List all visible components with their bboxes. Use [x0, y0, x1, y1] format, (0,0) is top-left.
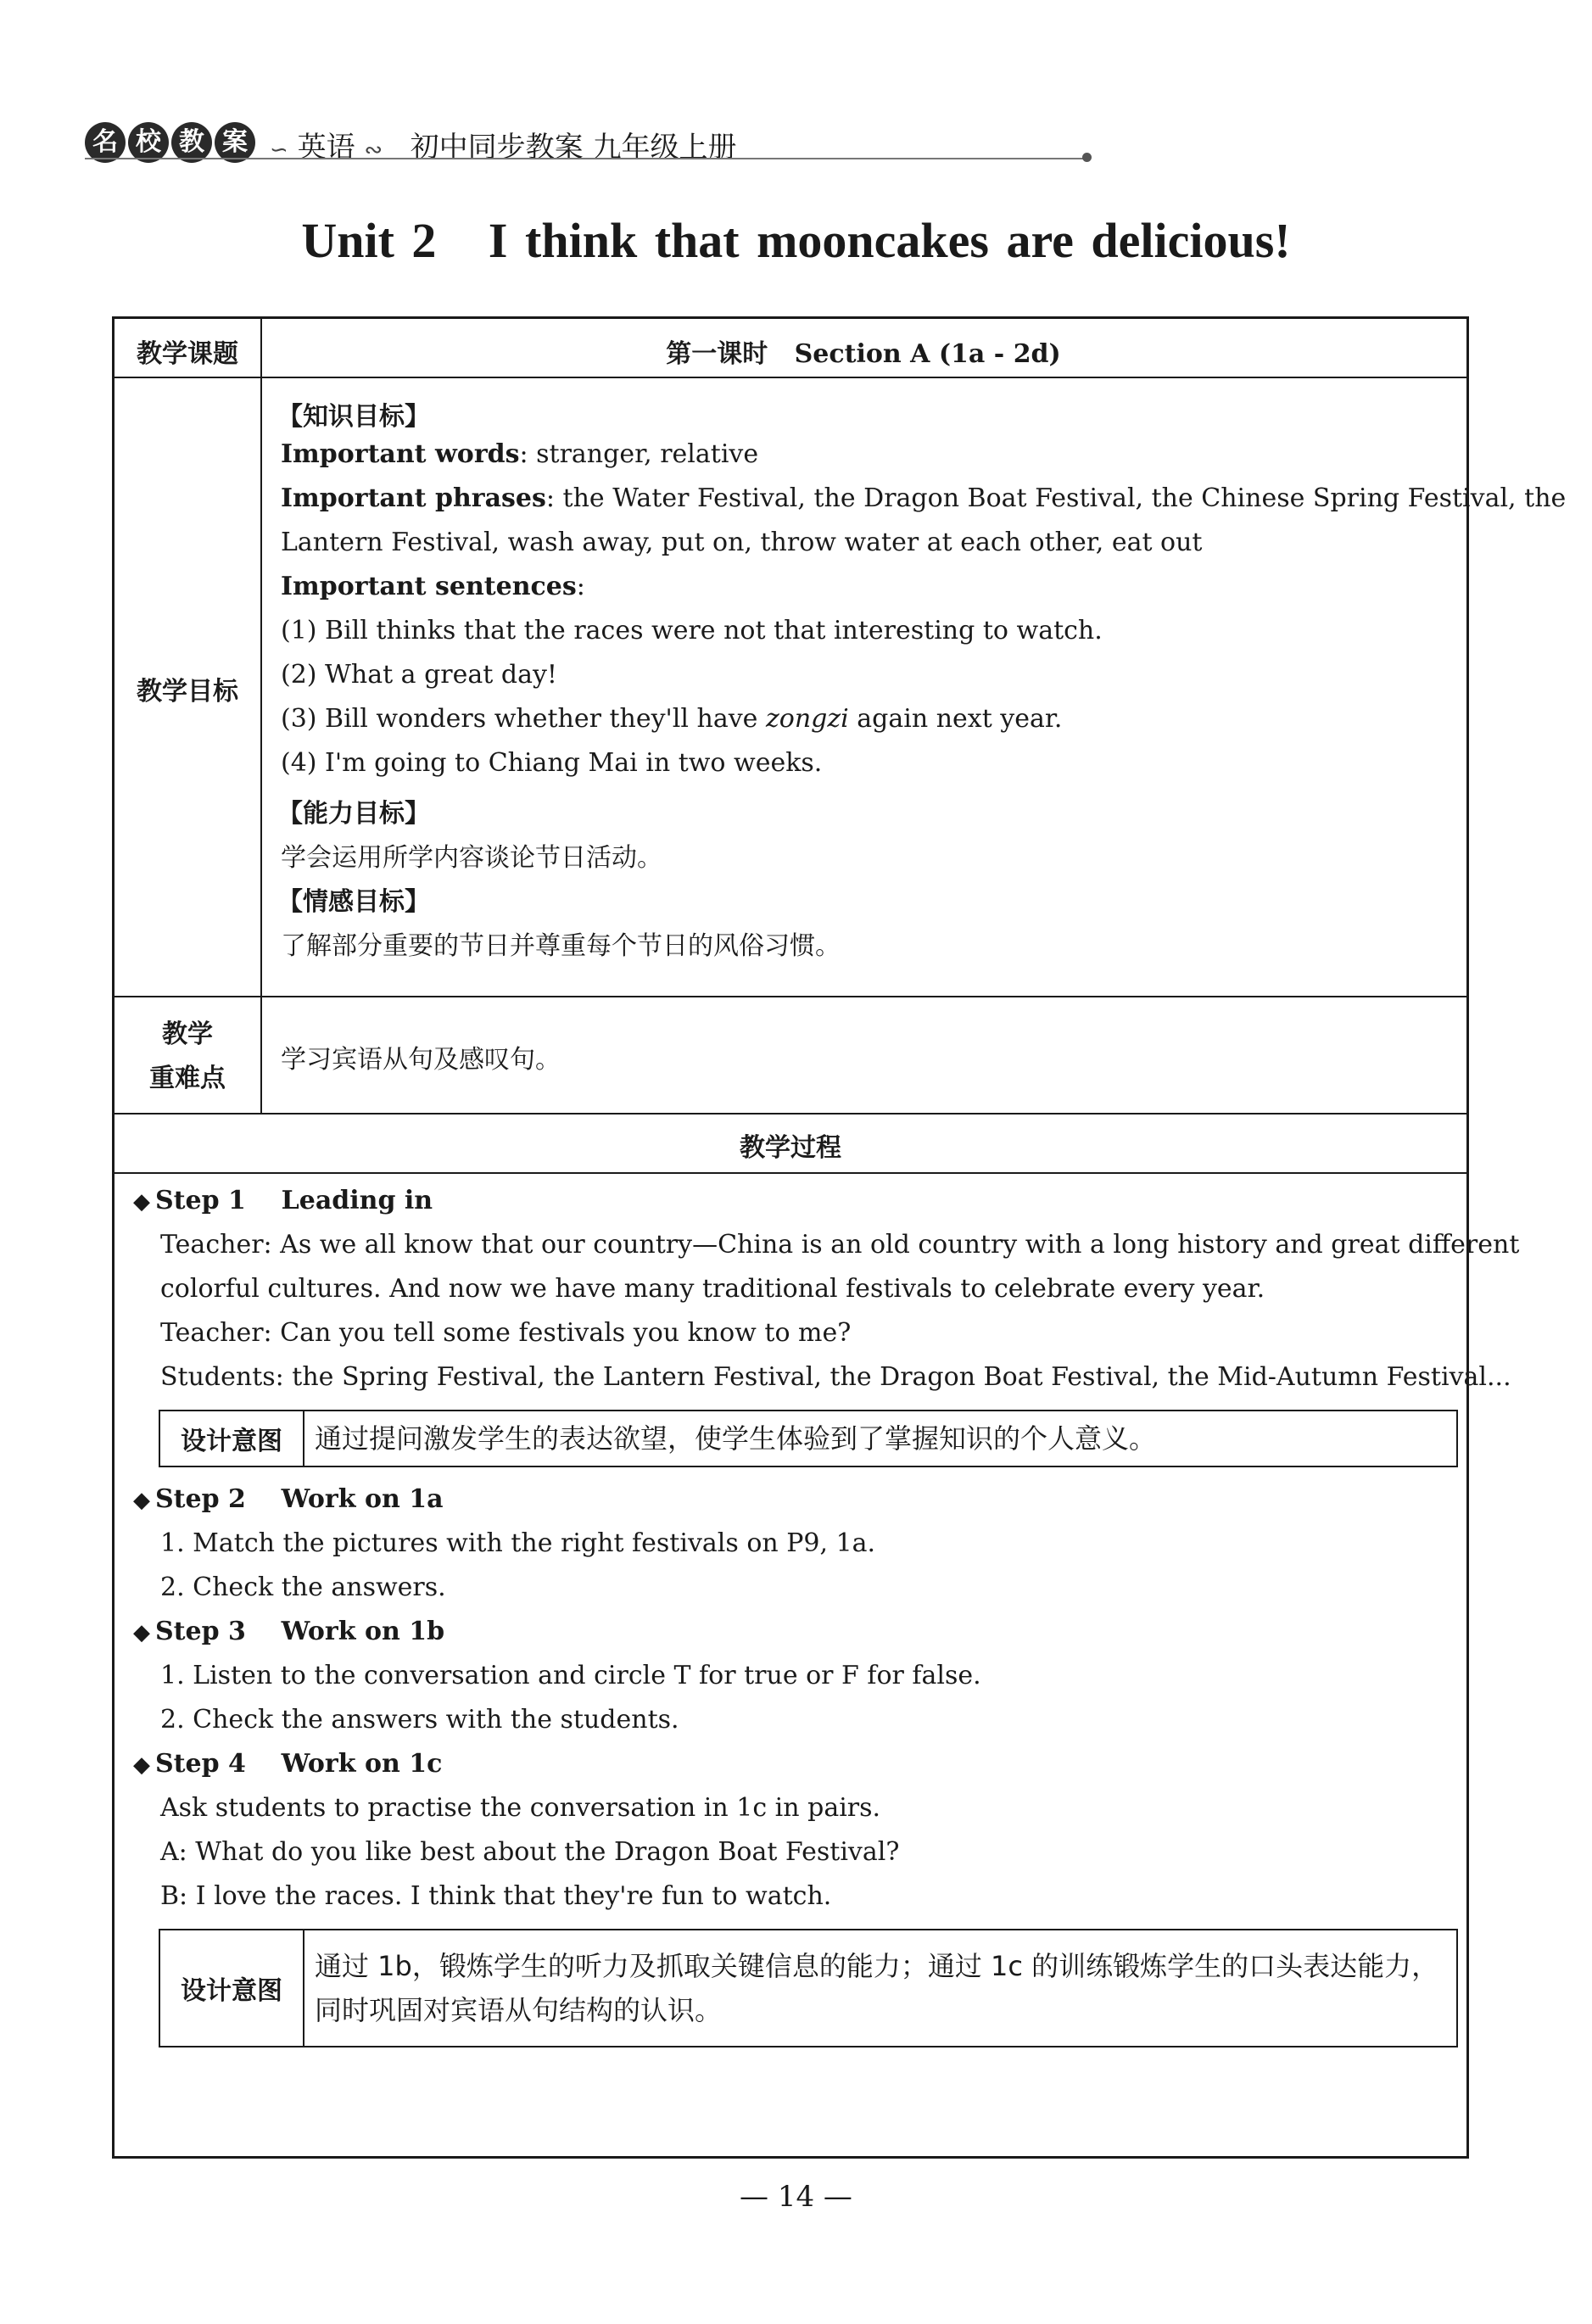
step-4-line-1: Ask students to practise the conversation in 1c in pairs.	[160, 1793, 881, 1823]
sentences-label: Important sentences	[281, 572, 577, 601]
logo-char: 教	[171, 122, 212, 163]
sentence-1: (1) Bill thinks that the races were not that interesting to watch.	[281, 616, 1103, 645]
row-divider	[115, 996, 1466, 997]
step-4-line-2: A: What do you like best about the Dragon Boat Festival?	[160, 1837, 900, 1867]
step-1-line-1: Teacher: As we all know that our country—China is an old country with a long history and great different	[160, 1230, 1520, 1260]
step-4-line-3: B: I love the races. I think that they're fun to watch.	[160, 1881, 832, 1911]
key-points-value: 学习宾语从句及感叹句。	[281, 1045, 561, 1075]
header-divider	[85, 158, 1086, 159]
design-intent-text: 通过 1b，锻炼学生的听力及抓取关键信息的能力；通过 1c 的训练锻炼学生的口头表达能力，同时巩固对宾语从句结构的认识。	[315, 1950, 1439, 2026]
logo-char: 名	[85, 122, 126, 163]
diamond-bullet-icon: ◆	[133, 1620, 150, 1645]
important-sentences-heading	[281, 572, 585, 601]
sentence-3-pre: (3) Bill wonders whether they'll have	[281, 704, 766, 734]
row-divider	[115, 1113, 1466, 1115]
ornament-right-icon: ∾	[364, 137, 383, 163]
row-divider	[115, 377, 1466, 378]
goals-label: 教学目标	[137, 677, 238, 707]
design-intent-label: 设计意图	[160, 1411, 304, 1466]
step-4-design-box	[159, 1929, 1458, 2047]
design-intent-label: 设计意图	[160, 1930, 304, 2046]
series-logo	[85, 122, 258, 163]
step-1-line-4: Students: the Spring Festival, the Lantern Festival, the Dragon Boat Festival, the Mid-Autumn Festival...	[160, 1362, 1511, 1392]
page-header	[85, 119, 1103, 170]
header-dot-icon	[1082, 153, 1092, 162]
ability-goal-heading: 【能力目标】	[277, 799, 430, 829]
important-phrases-line-2: Lantern Festival, wash away, put on, throw water at each other, eat out	[281, 528, 1203, 557]
words-value: : stranger, relative	[519, 439, 759, 469]
ornament-left-icon: ∽	[270, 137, 288, 163]
key-points-label-2: 重难点	[149, 1064, 226, 1093]
key-points-label-1: 教学	[162, 1020, 213, 1049]
logo-char: 校	[128, 122, 169, 163]
design-intent-text: 通过提问激发学生的表达欲望，使学生体验到了掌握知识的个人意义。	[315, 1422, 1157, 1455]
step-1-title: ◆ Step 1 Leading in	[133, 1186, 433, 1215]
lesson-plan-table	[112, 316, 1567, 2159]
step-2-line-2: 2. Check the answers.	[160, 1573, 446, 1602]
sentence-3-italic: zongzi	[765, 704, 849, 734]
sentence-2: (2) What a great day!	[281, 660, 557, 690]
topic-label: 教学课题	[137, 339, 238, 369]
page-title: Unit 2 I think that mooncakes are delicious!	[301, 213, 1291, 268]
step-1-design-box	[159, 1410, 1458, 1467]
header-subject: 英语	[297, 131, 355, 165]
row-divider	[115, 1172, 1466, 1174]
step-4-title: ◆ Step 4 Work on 1c	[133, 1749, 443, 1779]
emotion-goal-heading: 【情感目标】	[277, 887, 430, 917]
ability-goal-text: 学会运用所学内容谈论节日活动。	[281, 843, 662, 873]
diamond-bullet-icon: ◆	[133, 1189, 150, 1215]
step-3-title: ◆ Step 3 Work on 1b	[133, 1617, 445, 1646]
phrases-value: : the Water Festival, the Dragon Boat Festival, the Chinese Spring Festival, the	[545, 483, 1567, 513]
logo-char: 案	[215, 122, 255, 163]
topic-value: 第一课时 Section A (1a - 2d)	[666, 339, 1061, 369]
header-book: 初中同步教案 九年级上册	[410, 131, 737, 165]
words-label: Important words	[281, 439, 520, 469]
step-1-line-3: Teacher: Can you tell some festivals you know to me?	[160, 1318, 852, 1348]
step-3-line-2: 2. Check the answers with the students.	[160, 1705, 679, 1735]
important-words	[281, 439, 758, 469]
sentences-colon: :	[576, 572, 585, 601]
diamond-bullet-icon: ◆	[133, 1752, 150, 1778]
step-2-title: ◆ Step 2 Work on 1a	[133, 1484, 444, 1514]
sentence-3	[281, 704, 1062, 734]
step-3-line-1: 1. Listen to the conversation and circle T for true or F for false.	[160, 1661, 981, 1690]
page-number: — 14 —	[740, 2180, 852, 2214]
column-divider	[260, 319, 262, 1113]
knowledge-goal-heading: 【知识目标】	[277, 402, 430, 432]
diamond-bullet-icon: ◆	[133, 1488, 150, 1513]
process-heading: 教学过程	[740, 1133, 841, 1163]
sentence-3-post: again next year.	[848, 704, 1063, 734]
important-phrases-line-1	[281, 483, 1566, 513]
phrases-label: Important phrases	[281, 483, 546, 513]
step-2-line-1: 1. Match the pictures with the right festivals on P9, 1a.	[160, 1528, 876, 1558]
step-1-line-2: colorful cultures. And now we have many traditional festivals to celebrate every year.	[160, 1274, 1265, 1304]
emotion-goal-text: 了解部分重要的节日并尊重每个节日的风俗习惯。	[281, 931, 841, 961]
sentence-4: (4) I'm going to Chiang Mai in two weeks.	[281, 748, 823, 778]
